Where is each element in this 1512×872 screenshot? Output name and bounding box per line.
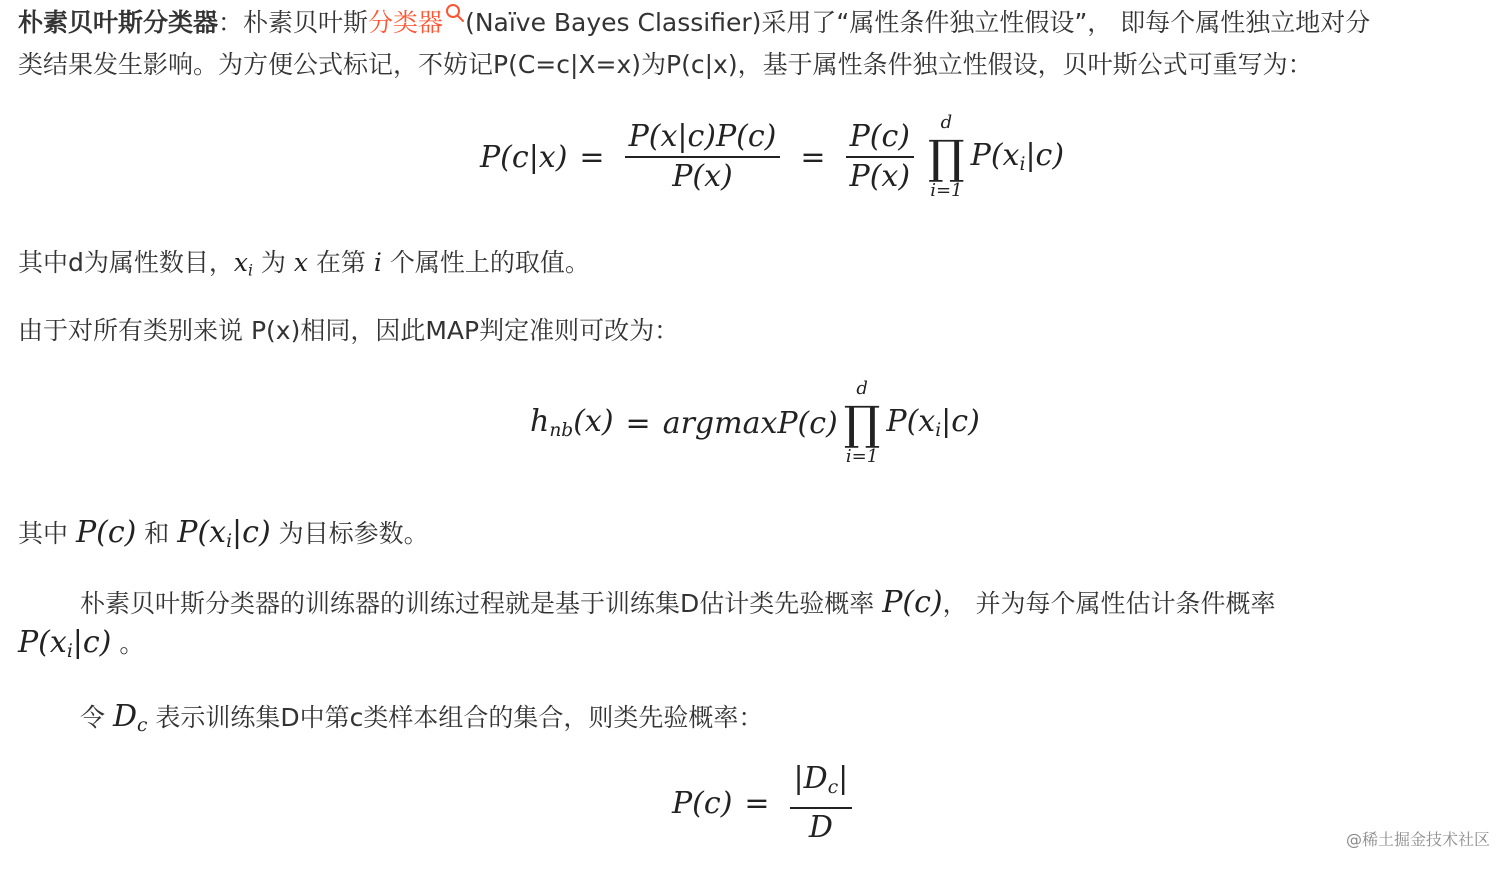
product2-lower-limit: i=1 [845,446,879,467]
product2-symbol: ∏ [843,396,881,450]
term-heading: 朴素贝叶斯分类器 [18,8,219,37]
xi-symbol [233,248,253,280]
product-operator [928,112,965,202]
param-pxi-sub: i [226,531,233,553]
params-text-3: 为目标参数。 [270,519,429,548]
where-attributes [18,242,590,291]
fraction-1-denominator: P(x) [672,159,733,194]
term2-suffix: |c) [941,404,980,440]
fraction-2-denominator: P(x) [849,159,911,194]
map-sentence: 由于对所有类别来说 P(x)相同，因此MAP判定准则可改为： [18,316,680,345]
xi-sub: i [247,261,253,280]
fraction-2-numerator: P(c) [849,119,910,154]
num-base: |D [793,761,828,796]
dc-sentence [80,696,763,747]
map-formula [530,378,980,468]
training-line-2 [18,622,144,673]
h-subscript: nb [549,420,574,442]
bayes-formula [480,112,1064,202]
where-text-2: 为 [252,248,294,277]
x-symbol: x [293,248,308,277]
where-text-3: 在第 [307,248,374,277]
dc-base: D [112,699,138,734]
formula3-equals: = [744,786,770,822]
params-text-2: 和 [136,519,178,548]
training-text-2: ， 并为每个属性估计条件概率 [942,589,1276,618]
intro-rest: (Naïve Bayes Classifier)采用了“属性条件独立性假设”， 即每个属性独立地对分 [465,8,1371,37]
fraction-1-numerator: P(x|c)P(c) [628,119,777,154]
colon: ： [218,8,244,37]
classifier-link[interactable]: 分类器 [368,8,444,37]
formula3-denominator: D [808,810,833,846]
watermark: @稀土掘金技术社区 [1345,830,1490,849]
formula1-term [971,138,1064,175]
term2-prefix: P(x [886,404,936,440]
intro-line-1 [18,2,1370,44]
term2-subscript: i [935,420,942,442]
param-pxi-prefix: P(x [177,515,227,550]
formula1-fraction-1 [625,118,781,196]
formula3-numerator [790,760,853,807]
product-operator-2 [844,378,881,468]
formula1-fraction-2 [846,118,915,196]
xi-base: x [233,248,248,277]
i-symbol: i [373,248,382,277]
product-upper-limit: d [940,112,953,133]
argmax-term: argmaxP(c) [662,405,838,441]
param-pc: P(c) [75,515,137,550]
training-pxi-prefix: P(x [18,625,67,660]
where-text-4: 个属性上的取值。 [381,248,590,277]
product-lower-limit: i=1 [930,180,963,201]
h-nb [530,404,614,441]
dc-text-2: 表示训练集D中第c类样本组合的集合，则类先验概率： [147,703,764,732]
prior-formula [672,760,860,847]
term-subscript: i [1019,154,1026,176]
h-base: h [530,404,550,440]
search-icon[interactable] [445,3,465,23]
training-text-1: 朴素贝叶斯分类器的训练器的训练过程就是基于训练集D估计类先验概率 [80,589,883,618]
term-prefix: P(x [970,138,1020,174]
training-pxi [18,625,112,663]
intro-line-2: 类结果发生影响。为方便公式标记，不妨记P(C=c|X=x)为P(c|x)，基于属性条件独立性假设，贝叶斯公式可重写为： [18,50,1313,79]
training-line-1 [80,582,1276,625]
h-argument: (x) [573,404,614,440]
num-end: | [838,761,849,796]
training-pxi-suffix: |c) [72,625,112,660]
training-pxi-sub: i [66,641,73,663]
dc-text-1: 令 [80,703,113,732]
dc-sub: c [137,715,148,737]
intro-prefix: 朴素贝叶斯 [243,8,369,37]
formula2-term [886,404,979,441]
training-pc: P(c) [882,585,943,620]
param-pxi-suffix: |c) [232,515,271,550]
product2-upper-limit: d [856,378,868,399]
formula3-lhs: P(c) [672,786,733,822]
product-symbol: ∏ [928,130,965,184]
formula1-equals-1: = [579,139,605,175]
formula2-equals: = [625,405,651,441]
formula1-equals-2: = [800,139,826,175]
formula3-fraction [790,760,853,847]
training-text-3: 。 [111,629,145,658]
where-text-1: 其中d为属性数目， [18,248,234,277]
param-pxi [177,515,271,553]
params-text-1: 其中 [18,519,76,548]
num-subscript: c [827,777,839,799]
formula1-lhs: P(c|x) [480,139,568,175]
dc-symbol [112,699,148,737]
term-suffix: |c) [1025,138,1065,174]
target-params-sentence [18,512,429,563]
